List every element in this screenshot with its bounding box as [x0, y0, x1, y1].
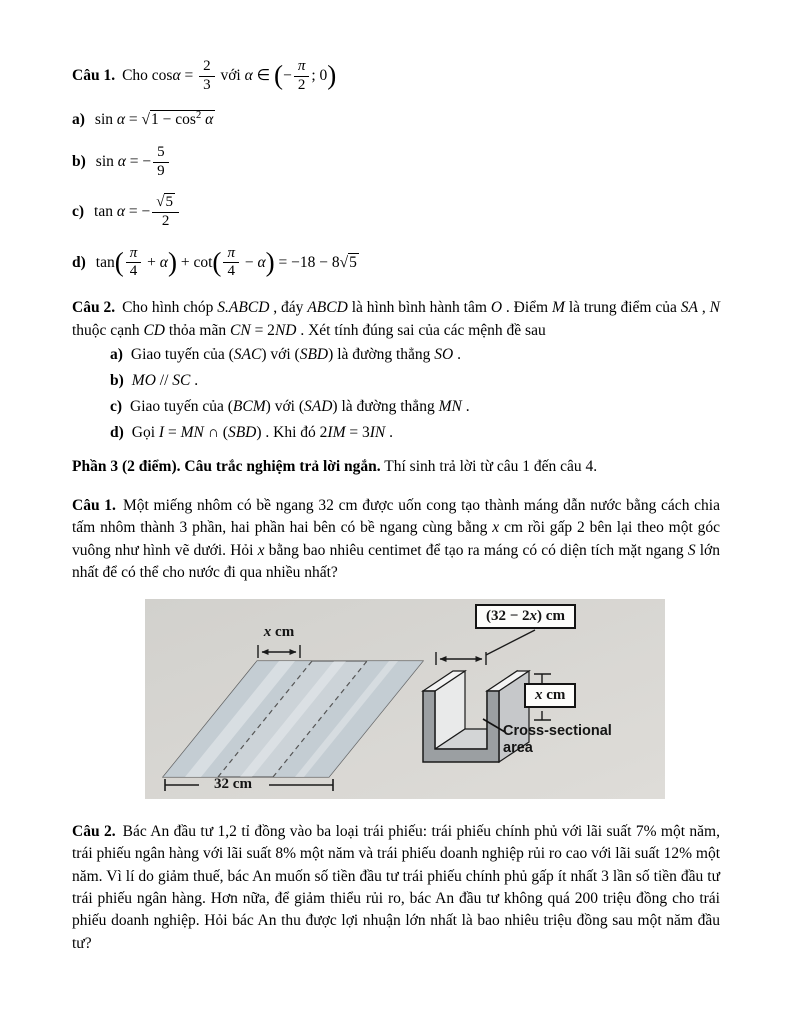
- part3-question-1: [72, 495, 720, 585]
- question-1-option-c: [72, 194, 720, 230]
- question-1-statement: Cho cosα = $\frac{2}{3}$ với α ∈ (− $\frac{\pi}{2}$ ; 0): [122, 58, 337, 93]
- option-a-label: a): [72, 110, 85, 128]
- part-3-heading-bold: Phần 3 (2 điểm). Câu trắc nghiệm trả lời ngắn.: [72, 458, 381, 476]
- question-2-option-a: [72, 342, 720, 368]
- question-2-option-c: [72, 394, 720, 420]
- sheet-x-label: x cm: [263, 623, 295, 640]
- question-2-options: [72, 342, 720, 446]
- trough-figure: [145, 599, 665, 799]
- option-b-math: sin α = − $\frac{5}{9}$: [96, 153, 171, 170]
- question-2-option-b: [72, 368, 720, 394]
- part3-question-2-text: Bác An đầu tư 1,2 tỉ đồng vào ba loại trái phiếu: trái phiếu chính phủ với lãi suất 7% một năm, trái phiếu ngân hàng với lãi suất 8% một năm và trái phiếu doanh nghiệp rủi ro cao với lãi suất 12% một năm. Vì lí do giảm thuế, bác An muốn số tiền đầu tư trái phiếu chính phủ gấp ít nhất 3 lần số tiền đầu tư trái phiếu ngân hàng. Hơn nữa, để giảm thiểu rủi ro, bác An đầu tư không quá 200 triệu đồng cho trái phiếu doanh nghiệp. Hỏi bác An thu được lợi nhuận lớn nhất là bao nhiêu triệu đồng sau một năm đầu tư?: [72, 822, 720, 952]
- question-1-option-a: [72, 108, 720, 129]
- part-3-heading: [72, 456, 720, 478]
- trough-figure-drawing: [145, 599, 665, 799]
- part3-question-2: [72, 821, 720, 956]
- option-a-math: Giao tuyến của (SAC) với (SBD) là đường thẳng SO .: [130, 346, 461, 364]
- question-1-option-b: [72, 144, 720, 180]
- question-1-label: Câu 1.: [72, 66, 116, 84]
- part3-question-2-label: Câu 2.: [72, 822, 116, 840]
- question-2-option-d: [72, 420, 720, 446]
- part3-question-1-text: Một miếng nhôm có bề ngang 32 cm được uốn cong tạo thành máng dẫn nước bằng cách chia tấm nhôm thành 3 phần, hai phần hai bên có bề ngang cùng bằng x cm rồi gấp 2 bên lại theo một góc vuông như hình vẽ dưới. Hỏi x bằng bao nhiêu centimet để tạo ra máng có có diện tích mặt ngang S lớn nhất để có thể cho nước đi qua nhiều nhất?: [72, 496, 720, 582]
- question-1-intro: [72, 58, 720, 94]
- option-c-label: c): [72, 203, 85, 221]
- option-b-math: MO // SC .: [131, 372, 199, 390]
- option-a-label: a): [110, 346, 123, 364]
- part3-question-1-label: Câu 1.: [72, 496, 116, 514]
- option-d-math: Gọi I = MN ∩ (SBD) . Khi đó 2IM = 3IN .: [131, 424, 393, 442]
- question-block-2: [72, 297, 720, 446]
- option-d-label: d): [110, 424, 124, 442]
- question-block-1: [72, 58, 720, 281]
- question-1-option-d: [72, 245, 720, 281]
- option-c-math: tan α = − √ $\frac{5}{2}$: [94, 203, 181, 220]
- option-d-math: tan( $\frac{\pi}{4}$ + α) + cot( $\frac{\pi}{4}$ − α) = −18 − 8 √ 5: [96, 254, 359, 271]
- option-c-label: c): [110, 398, 123, 416]
- question-2-statement: Cho hình chóp S.ABCD , đáy ABCD là hình bình hành tâm O . Điểm M là trung điểm của SA , N thuộc cạnh CD thỏa mãn CN = 2ND . Xét tính đúng sai của các mệnh đề sau: [72, 299, 720, 339]
- total-width-label: 32 cm: [214, 775, 252, 792]
- question-2-intro: [72, 297, 720, 342]
- opening-width-label: (32 − 2x) cm: [475, 604, 576, 629]
- option-d-label: d): [72, 253, 86, 271]
- cross-section-label: Cross-sectional area: [503, 722, 612, 756]
- option-a-math: sin α = √ $1 - \cos^2 \alpha$: [95, 111, 215, 128]
- option-b-label: b): [72, 152, 86, 170]
- question-2-label: Câu 2.: [72, 299, 116, 317]
- side-height-label: x cm: [524, 683, 576, 708]
- option-b-label: b): [110, 372, 124, 390]
- option-c-math: Giao tuyến của (BCM) với (SAD) là đường thẳng MN .: [130, 398, 470, 416]
- part-3-heading-rest: Thí sinh trả lời từ câu 1 đến câu 4.: [380, 458, 598, 476]
